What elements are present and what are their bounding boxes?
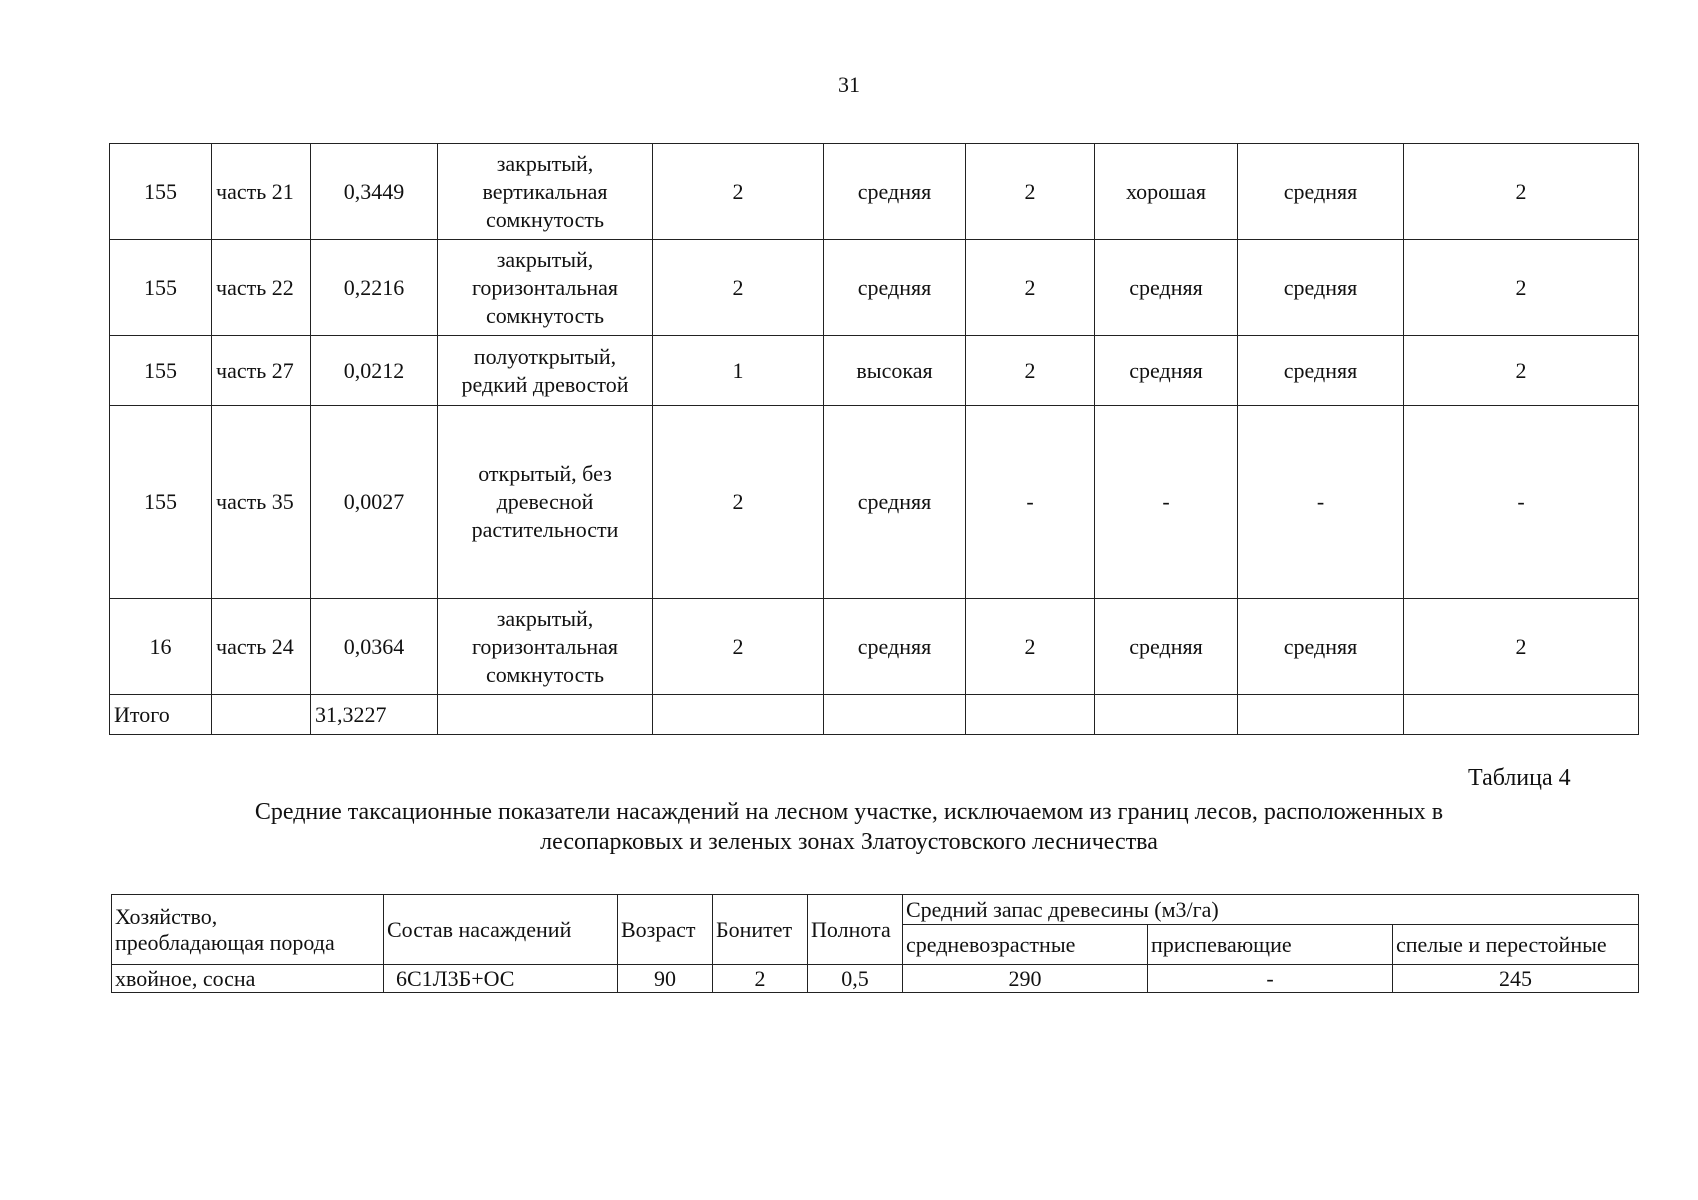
- cell-stock-ripening: -: [1148, 965, 1393, 993]
- table-row: [112, 965, 1639, 993]
- table-cell: средняя: [824, 144, 966, 240]
- table-cell: 155: [110, 240, 212, 336]
- table-cell: средняя: [1095, 240, 1238, 336]
- table-cell: 0,0364: [311, 599, 438, 695]
- table-row: [110, 599, 1639, 695]
- header-stock: Средний запас древесины (м3/га): [903, 895, 1639, 925]
- header-farm: Хозяйство, преобладающая порода: [112, 895, 384, 965]
- table-cell: -: [966, 406, 1095, 599]
- table-cell: 0,2216: [311, 240, 438, 336]
- header-bonitet: Бонитет: [713, 895, 808, 965]
- table-caption: Таблица 4: [1468, 765, 1571, 791]
- header-density: Полнота: [808, 895, 903, 965]
- header-stock-ripening: приспевающие: [1148, 925, 1393, 965]
- forest-plots-table: [109, 143, 1639, 735]
- table-title: [100, 797, 1598, 857]
- table-cell: 2: [1404, 240, 1639, 336]
- table-cell: средняя: [1238, 599, 1404, 695]
- table-cell: 2: [1404, 144, 1639, 240]
- cell-line: закрытый,: [496, 246, 594, 272]
- cell-bonitet: 2: [713, 965, 808, 993]
- cell-line: горизонтальная: [471, 633, 619, 659]
- table-cell: -: [1404, 406, 1639, 599]
- table-cell: [438, 406, 653, 599]
- table-cell: средняя: [824, 599, 966, 695]
- table-cell: -: [1238, 406, 1404, 599]
- table-cell: 2: [966, 599, 1095, 695]
- table-cell: -: [1095, 406, 1238, 599]
- table-cell: 2: [1404, 336, 1639, 406]
- table-cell: [438, 336, 653, 406]
- table-cell: 2: [653, 406, 824, 599]
- total-label: Итого: [110, 695, 212, 735]
- table-row: [110, 406, 1639, 599]
- cell-line: закрытый,: [496, 605, 594, 631]
- table-cell: 0,3449: [311, 144, 438, 240]
- table-row: [110, 240, 1639, 336]
- table-cell: 2: [653, 240, 824, 336]
- table-cell: 2: [653, 599, 824, 695]
- cell-line: сомкнутость: [485, 206, 604, 232]
- table-cell: 0,0027: [311, 406, 438, 599]
- table-cell: 155: [110, 336, 212, 406]
- table-cell: средняя: [1238, 240, 1404, 336]
- header-stock-mid: средневозрастные: [903, 925, 1148, 965]
- table-cell: 2: [653, 144, 824, 240]
- cell-composition: 6С1Л3Б+ОС: [384, 965, 618, 993]
- table-cell: [438, 240, 653, 336]
- table-cell: 2: [1404, 599, 1639, 695]
- table-cell: часть 24: [212, 599, 311, 695]
- cell-farm: хвойное, сосна: [112, 965, 384, 993]
- table-cell: хорошая: [1095, 144, 1238, 240]
- table-cell: 2: [966, 144, 1095, 240]
- table-cell: 2: [966, 240, 1095, 336]
- cell-line: растительности: [471, 517, 619, 542]
- table-cell: 0,0212: [311, 336, 438, 406]
- table-cell: средняя: [824, 406, 966, 599]
- table-cell: средняя: [1238, 144, 1404, 240]
- total-row: [110, 695, 1639, 735]
- table-title-line-2: лесопарковых и зеленых зонах Златоустовского лесничества: [540, 829, 1158, 855]
- table-cell: 155: [110, 406, 212, 599]
- page-number: 31: [838, 72, 860, 97]
- cell-line: открытый, без: [478, 461, 612, 486]
- cell-line: древесной: [496, 489, 594, 514]
- table-cell: высокая: [824, 336, 966, 406]
- table-cell: 1: [653, 336, 824, 406]
- cell-line: закрытый,: [496, 150, 594, 176]
- taxation-table: [111, 894, 1639, 993]
- header-stock-mature: спелые и перестойные: [1393, 925, 1639, 965]
- table-cell: 155: [110, 144, 212, 240]
- table-cell: 2: [966, 336, 1095, 406]
- cell-line: полуоткрытый,: [473, 343, 617, 369]
- table-cell: средняя: [1095, 599, 1238, 695]
- table-cell: часть 22: [212, 240, 311, 336]
- cell-line: вертикальная: [482, 178, 608, 204]
- header-age: Возраст: [618, 895, 713, 965]
- table-cell: средняя: [1238, 336, 1404, 406]
- cell-age: 90: [618, 965, 713, 993]
- table-cell: часть 35: [212, 406, 311, 599]
- cell-stock-mid: 290: [903, 965, 1148, 993]
- cell-line: горизонтальная: [471, 274, 619, 300]
- table-cell: часть 27: [212, 336, 311, 406]
- cell-line: сомкнутость: [485, 661, 604, 687]
- total-value: 31,3227: [311, 695, 438, 735]
- cell-stock-mature: 245: [1393, 965, 1639, 993]
- header-composition: Состав насаждений: [384, 895, 618, 965]
- table-cell: средняя: [824, 240, 966, 336]
- cell-density: 0,5: [808, 965, 903, 993]
- table-cell: [438, 144, 653, 240]
- table-cell: средняя: [1095, 336, 1238, 406]
- cell-line: редкий древостой: [461, 371, 629, 397]
- cell-line: сомкнутость: [485, 302, 604, 328]
- table-cell: часть 21: [212, 144, 311, 240]
- header-row: [112, 895, 1639, 925]
- table-cell: [438, 599, 653, 695]
- table-title-line-1: Средние таксационные показатели насаждений на лесном участке, исключаемом из границ лесов, расположенных в: [254, 799, 1444, 825]
- table-cell: 16: [110, 599, 212, 695]
- table-row: [110, 144, 1639, 240]
- table-row: [110, 336, 1639, 406]
